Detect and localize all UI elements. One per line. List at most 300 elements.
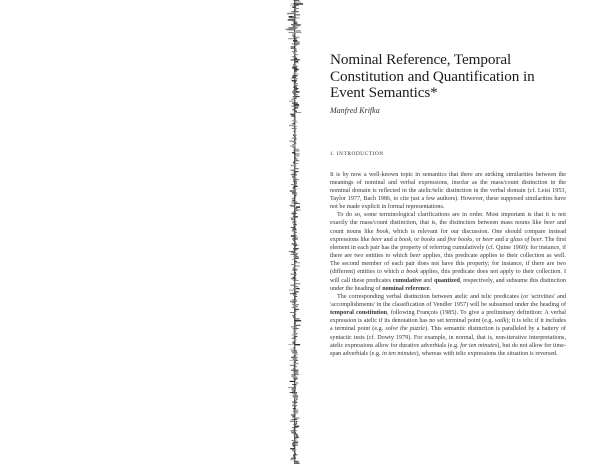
binding-speck [294, 104, 299, 105]
binding-speck [295, 106, 299, 107]
binding-speck [293, 90, 296, 91]
binding-speck [291, 219, 294, 220]
text-run: and [435, 236, 448, 243]
binding-speck [292, 328, 294, 329]
binding-speck [295, 155, 300, 156]
text-run: , or [410, 236, 421, 243]
binding-speck [295, 437, 299, 438]
binding-speck [296, 286, 299, 287]
binding-speck [293, 394, 296, 395]
binding-speck [296, 208, 298, 209]
binding-speck [294, 262, 300, 263]
binding-speck [294, 8, 299, 9]
text-run: ); it is telic if it includes a terminal point (e.g. [330, 318, 566, 333]
binding-speck [291, 206, 294, 207]
binding-speck [289, 290, 294, 291]
binding-speck [294, 43, 300, 44]
binding-speck [293, 131, 296, 132]
binding-speck [292, 299, 295, 300]
binding-speck [296, 26, 300, 27]
binding-speck [296, 283, 301, 284]
binding-speck [293, 224, 295, 225]
binding-speck [294, 186, 298, 187]
binding-speck [294, 158, 297, 159]
binding-speck [294, 154, 296, 155]
binding-speck [294, 371, 298, 372]
binding-speck [296, 182, 297, 184]
binding-speck [294, 261, 297, 262]
binding-speck [291, 218, 294, 219]
text-run: applies, this predicate does not apply to their collection. I will call these predicates [330, 269, 566, 284]
binding-speck [296, 422, 297, 423]
binding-speck [294, 58, 297, 59]
binding-speck [295, 322, 296, 323]
binding-speck [293, 403, 294, 404]
binding-speck [293, 229, 297, 230]
bold-term: nominal reference [382, 285, 430, 292]
binding-speck [290, 421, 295, 422]
text-run: , following François (1985). To give a preliminary definition: A verbal expression is atelic if its denotation has no set terminal point (e.g. [330, 310, 566, 325]
binding-speck [294, 203, 300, 204]
binding-speck [292, 35, 294, 36]
binding-speck [296, 350, 297, 351]
binding-speck [291, 440, 296, 441]
binding-speck [295, 157, 296, 158]
binding-speck [292, 302, 295, 303]
binding-speck [293, 288, 296, 289]
binding-speck [290, 205, 296, 207]
text-run: ), but do not allow for time-span adverbials (e.g. [330, 342, 567, 357]
binding-speck [295, 112, 301, 113]
binding-speck [293, 277, 296, 278]
italic-term: walk [494, 318, 507, 325]
binding-speck [291, 99, 296, 100]
binding-speck [292, 178, 296, 179]
binding-speck [295, 296, 297, 297]
binding-speck [296, 30, 301, 31]
binding-speck [294, 53, 295, 55]
binding-speck [288, 387, 294, 388]
binding-speck [292, 152, 295, 153]
binding-speck [295, 438, 297, 439]
binding-speck [294, 70, 295, 71]
binding-speck [296, 325, 301, 326]
binding-speck [294, 10, 296, 11]
binding-speck [294, 2, 301, 3]
text-run: , which is relevant for our discussion. One should compare instead expressions like [330, 228, 566, 243]
binding-speck [293, 64, 294, 65]
binding-speck [292, 390, 295, 391]
binding-speck [293, 330, 297, 331]
binding-speck [293, 126, 295, 127]
binding-speck [294, 331, 296, 332]
binding-speck [294, 202, 297, 203]
binding-speck [296, 398, 297, 399]
text-run: and [493, 236, 506, 243]
text-run: . The first element in each pair has the property of referring cumulatively (cf. Quine 1960): for instance, if there are two entities to which [330, 236, 567, 260]
binding-speck [294, 299, 296, 300]
binding-speck [292, 338, 295, 339]
binding-speck [291, 174, 294, 175]
binding-speck [295, 318, 299, 319]
binding-speck [295, 149, 296, 150]
binding-speck [293, 150, 298, 151]
binding-speck [293, 181, 294, 182]
binding-speck [292, 120, 297, 121]
binding-speck [292, 416, 294, 418]
binding-speck [293, 368, 295, 369]
binding-speck [296, 421, 298, 422]
italic-term: beer [371, 236, 383, 243]
binding-speck [293, 142, 295, 143]
binding-speck [295, 54, 299, 55]
binding-speck [294, 93, 296, 94]
binding-speck [295, 21, 297, 22]
binding-speck [293, 341, 297, 342]
binding-speck [292, 427, 298, 428]
binding-speck [295, 275, 296, 276]
binding-speck [291, 254, 296, 255]
binding-speck [290, 285, 294, 286]
binding-speck [292, 34, 294, 35]
binding-speck [294, 5, 299, 6]
binding-speck [294, 189, 297, 190]
binding-speck [292, 203, 295, 204]
binding-speck [295, 61, 298, 62]
binding-speck [292, 432, 296, 433]
binding-speck [294, 258, 299, 259]
binding-speck [295, 374, 299, 375]
binding-speck [292, 56, 296, 57]
binding-speck [293, 294, 296, 295]
binding-speck [292, 102, 298, 103]
binding-speck [295, 42, 300, 43]
binding-speck [294, 0, 296, 1]
binding-speck [293, 122, 295, 123]
binding-speck [294, 336, 297, 337]
binding-speck [295, 323, 296, 324]
binding-speck [294, 45, 296, 46]
binding-speck [293, 269, 294, 270]
binding-speck [291, 48, 297, 49]
binding-speck [290, 146, 295, 147]
text-run: and [421, 277, 435, 284]
binding-speck [295, 168, 299, 169]
binding-speck [294, 461, 298, 462]
binding-speck [292, 243, 297, 244]
binding-speck [294, 232, 297, 233]
binding-speck [294, 237, 297, 238]
binding-speck [293, 267, 296, 268]
binding-speck [295, 360, 298, 361]
binding-speck [293, 410, 298, 411]
text-run: , or [472, 236, 483, 243]
text-run: , respectively, and subsume this distinction under the heading of [330, 277, 566, 292]
binding-speck [291, 419, 297, 420]
binding-speck [295, 94, 297, 95]
binding-speck [290, 392, 295, 393]
binding-speck [289, 27, 298, 29]
binding-speck [295, 400, 296, 401]
binding-speck [294, 110, 297, 111]
binding-speck [295, 310, 296, 311]
binding-speck [290, 459, 295, 460]
binding-speck [294, 190, 296, 192]
binding-speck [294, 24, 301, 25]
binding-speck [296, 382, 298, 383]
binding-speck [294, 397, 296, 398]
binding-speck [294, 453, 296, 454]
binding-speck [294, 85, 298, 86]
binding-speck [293, 227, 296, 228]
binding-speck [294, 346, 296, 347]
binding-speck [292, 200, 295, 201]
binding-speck [292, 173, 296, 174]
binding-speck [292, 270, 297, 271]
binding-speck [294, 32, 301, 33]
binding-speck [293, 187, 296, 188]
binding-speck [295, 166, 297, 167]
binding-speck [296, 206, 300, 207]
binding-speck [292, 147, 296, 148]
binding-speck [290, 114, 295, 115]
binding-speck [293, 197, 295, 198]
binding-speck [292, 450, 295, 451]
italic-term: a glass of beer [505, 236, 542, 243]
article [330, 52, 566, 358]
binding-speck [296, 126, 297, 127]
binding-speck [295, 138, 296, 139]
binding-speck [291, 350, 296, 351]
binding-speck [294, 424, 296, 425]
binding-speck [293, 234, 295, 235]
binding-speck [293, 366, 296, 367]
binding-speck [294, 82, 295, 84]
binding-speck [294, 379, 297, 380]
binding-speck [293, 86, 297, 87]
binding-speck [291, 165, 297, 166]
binding-speck [293, 179, 297, 180]
binding-speck [295, 309, 300, 310]
binding-speck [292, 98, 297, 99]
binding-speck [292, 315, 294, 316]
binding-speck [294, 246, 296, 247]
binding-speck [295, 355, 296, 356]
binding-speck [291, 374, 293, 375]
binding-speck [287, 13, 296, 14]
binding-speck [292, 443, 294, 444]
binding-speck [295, 112, 296, 113]
binding-speck [294, 426, 299, 428]
binding-speckle-graphic [283, 0, 307, 464]
binding-speck [289, 251, 294, 252]
binding-speck [294, 349, 296, 350]
binding-speck [292, 221, 295, 222]
binding-speck [293, 248, 298, 249]
binding-speck [292, 342, 295, 343]
binding-speck [294, 386, 296, 387]
binding-speck [295, 22, 297, 23]
binding-speck [294, 130, 296, 131]
binding-speck [294, 238, 296, 239]
binding-speck [295, 291, 299, 292]
binding-speck [289, 101, 293, 102]
binding-speck [294, 230, 297, 231]
binding-speck [295, 376, 297, 377]
binding-speck [292, 16, 296, 17]
binding-speck [293, 378, 295, 379]
binding-speck [292, 144, 295, 146]
binding-speck [293, 456, 295, 457]
binding-speck [295, 250, 296, 251]
binding-speck [293, 408, 296, 409]
binding-speck [295, 328, 299, 329]
binding-speck [293, 21, 295, 22]
binding-speck [288, 19, 295, 20]
text-run: and count nouns like [330, 220, 566, 235]
binding-speck [292, 192, 297, 194]
binding-speck [293, 264, 295, 265]
binding-speck [292, 235, 296, 236]
binding-speck [295, 136, 296, 137]
text-run: applies, this predicate applies to their collection as well. The second member of each pair does not have this property; for instance, if there are two (different) entities to which [330, 253, 566, 276]
binding-speck [296, 435, 298, 437]
binding-speck [290, 78, 296, 79]
binding-speck [291, 278, 297, 279]
bold-term: quantized [434, 277, 460, 284]
binding-speck [295, 282, 296, 283]
binding-speck [291, 370, 296, 371]
binding-speck [294, 134, 297, 135]
binding-speck [291, 430, 295, 431]
binding-speck [294, 402, 297, 404]
binding-speck [288, 344, 293, 345]
binding-speck [295, 117, 296, 118]
binding-speck [293, 162, 295, 163]
binding-speck [292, 194, 297, 195]
binding-speck [294, 118, 296, 119]
binding-speck [293, 304, 299, 305]
binding-speck [291, 46, 296, 47]
binding-speck [294, 125, 296, 126]
section-heading: 1. INTRODUCTION [330, 150, 384, 157]
binding-speck [294, 314, 295, 315]
binding-speck [294, 298, 295, 299]
italic-term: books [420, 236, 436, 243]
article-title: Nominal Reference, Temporal Constitution and Quantification in Event Semantics* [330, 51, 535, 101]
binding-speck [292, 307, 297, 308]
article-author: Manfred Krifka [330, 105, 380, 115]
binding-speck [294, 38, 297, 39]
binding-speck [293, 429, 295, 430]
binding-speck [294, 454, 297, 455]
binding-speck [293, 26, 295, 27]
binding-speck [290, 381, 296, 382]
binding-speck [294, 354, 298, 355]
binding-speck [292, 222, 294, 223]
binding-speck [296, 256, 298, 257]
binding-speck [295, 195, 296, 196]
binding-speck [294, 339, 297, 340]
binding-speck [292, 51, 297, 52]
binding-speck [294, 242, 296, 243]
binding-speck [293, 240, 294, 241]
binding-speck [287, 29, 295, 31]
binding-speck [294, 250, 295, 251]
binding-speck [296, 96, 300, 97]
paragraph [330, 171, 566, 212]
binding-speck [290, 190, 295, 191]
binding-speck [295, 389, 296, 390]
binding-speck [292, 395, 294, 396]
binding-speck [293, 216, 298, 218]
bold-term: cumulative [392, 277, 422, 284]
binding-speck [294, 182, 295, 183]
binding-speck [292, 170, 294, 172]
binding-speck [296, 181, 297, 182]
binding-speck [294, 69, 298, 70]
binding-speck [293, 333, 297, 335]
binding-speck [295, 82, 296, 83]
page-binding-edge [283, 0, 307, 464]
binding-speck [295, 50, 296, 51]
text-run: The corresponding verbal distinction between atelic and telic predicates (or 'activities' and 'accomplishments' in the classification of Vendler 1957) will be subsumed under the heading of [330, 293, 566, 308]
binding-speck [292, 198, 294, 199]
binding-speck [290, 360, 296, 361]
italic-term: beer [409, 253, 421, 260]
binding-speck [292, 128, 297, 129]
binding-speck [294, 59, 299, 60]
binding-speck [294, 373, 297, 374]
binding-speck [296, 91, 300, 93]
binding-speck [295, 358, 297, 359]
binding-speck [291, 357, 294, 358]
article-body [330, 171, 566, 359]
text-run: ), whereas with telic expressions the situation is reversed. [416, 350, 558, 357]
binding-speck [291, 141, 296, 142]
binding-speck [291, 115, 295, 117]
binding-speck [293, 442, 298, 443]
binding-speck [292, 352, 296, 353]
binding-speck [291, 18, 300, 19]
binding-speck [293, 67, 297, 68]
binding-speck [295, 222, 296, 223]
binding-speck [294, 72, 297, 73]
binding-speck [292, 334, 297, 335]
binding-speck [292, 110, 294, 111]
binding-speck [294, 435, 296, 436]
binding-speck [293, 214, 296, 215]
binding-speck [295, 320, 297, 321]
bold-term: temporal constitution [330, 310, 388, 317]
paragraph [330, 293, 566, 358]
binding-speck [293, 11, 298, 12]
binding-speck [293, 411, 298, 412]
italic-term: a book [401, 269, 419, 276]
italic-term: for ten minutes [460, 342, 498, 349]
binding-speck [296, 88, 298, 90]
binding-speck [293, 109, 296, 110]
binding-speck [293, 74, 298, 75]
binding-speck [292, 414, 294, 415]
binding-speck [294, 362, 296, 363]
binding-speck [293, 446, 295, 447]
binding-speck [292, 80, 296, 81]
binding-speck [294, 363, 296, 364]
binding-speck [293, 306, 298, 307]
binding-speck [295, 253, 298, 255]
italic-term: solve the puzzle [385, 326, 426, 333]
